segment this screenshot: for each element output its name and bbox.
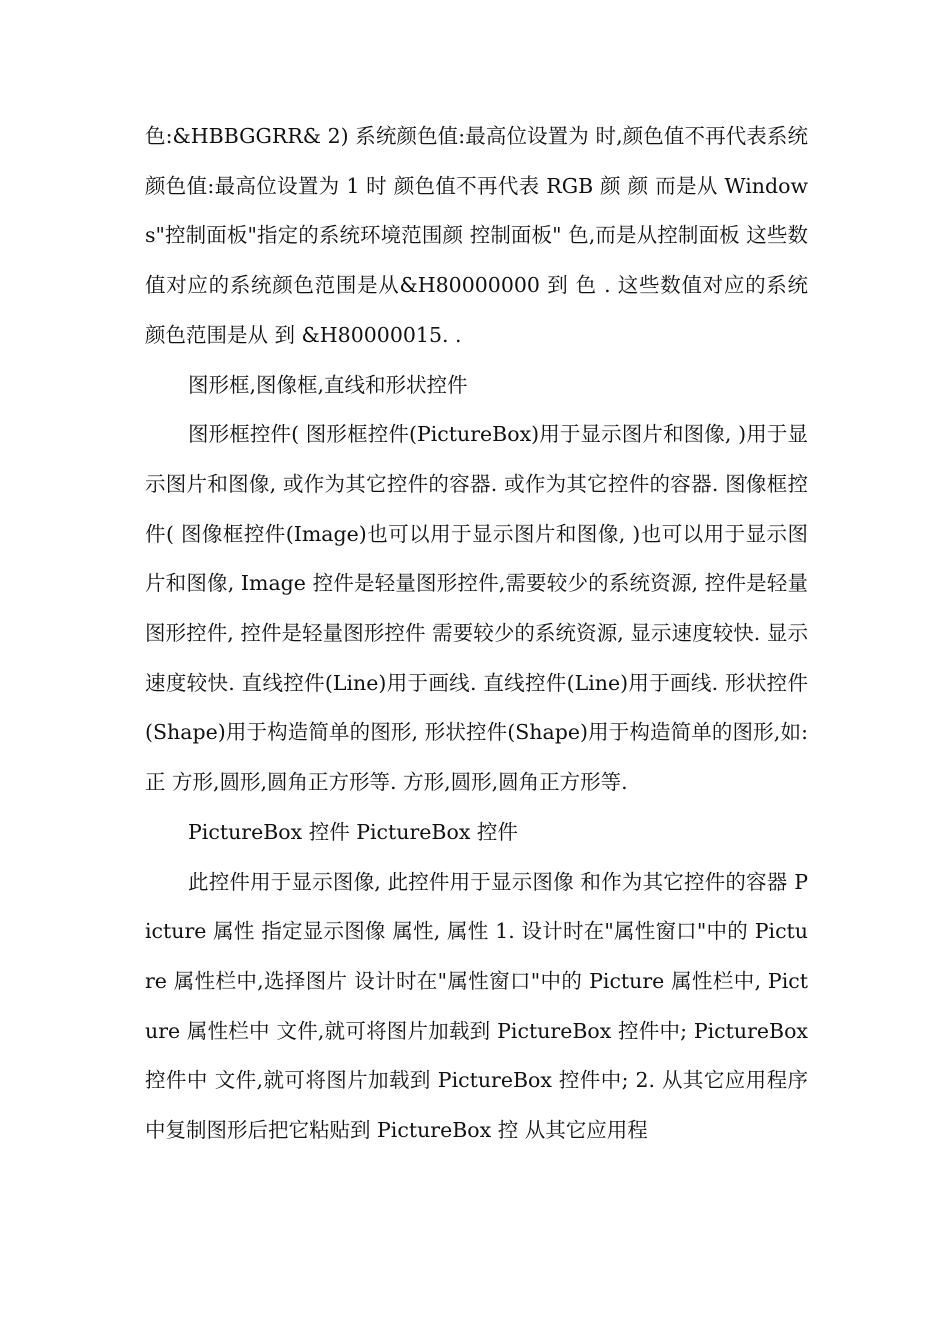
section-heading-picturebox: PictureBox 控件 PictureBox 控件 (188, 819, 518, 844)
document-body (145, 112, 808, 1156)
section-heading-controls: 图形框,图像框,直线和形状控件 (188, 372, 468, 397)
paragraph-picturebox-description: 此控件用于显示图像, 此控件用于显示图像 和作为其它控件的容器 Picture 属性 指定显示图像 属性, 属性 1. 设计时在"属性窗口"中的 Picture 属性栏中,选择图片 设计时在"属性窗口"中的 Picture 属性栏中, Picture 属性栏中 文件,就可将图片加载到 PictureBox 控件中; PictureBox 控件中 文件,就可将图片加载到 PictureBox 控件中; 2. 从其它应用程序中复制图形后把它粘贴到 PictureBox 控 从其它应用程 (145, 869, 808, 1143)
paragraph-controls-description: 图形框控件( 图形框控件(PictureBox)用于显示图片和图像, )用于显示图片和图像, 或作为其它控件的容器. 或作为其它控件的容器. 图像框控件( 图像框控件(Image)也可以用于显示图片和图像, )也可以用于显示图片和图像, Image 控件是轻量图形控件,需要较少的系统资源, 控件是轻量图形控件, 控件是轻量图形控件 需要较少的系统资源, 显示速度较快. 显示速度较快. 直线控件(Line)用于画线. 直线控件(Line)用于画线. 形状控件(Shape)用于构造简单的图形, 形状控件(Shape)用于构造简单的图形,如:正 方形,圆形,圆角正方形等. 方形,圆形,圆角正方形等. (145, 422, 808, 795)
paragraph-system-colors: 色:&HBBGGRR& 2) 系统颜色值:最高位设置为 时,颜色值不再代表系统颜色值:最高位设置为 1 时 颜色值不再代表 RGB 颜 颜 而是从 Windows"控制面板"指定的系统环境范围颜 控制面板" 色,而是从控制面板 这些数值对应的系统颜色范围是从&H80000000 到 色 . 这些数值对应的系统颜色范围是从 到 &H80000015. . (145, 124, 808, 347)
